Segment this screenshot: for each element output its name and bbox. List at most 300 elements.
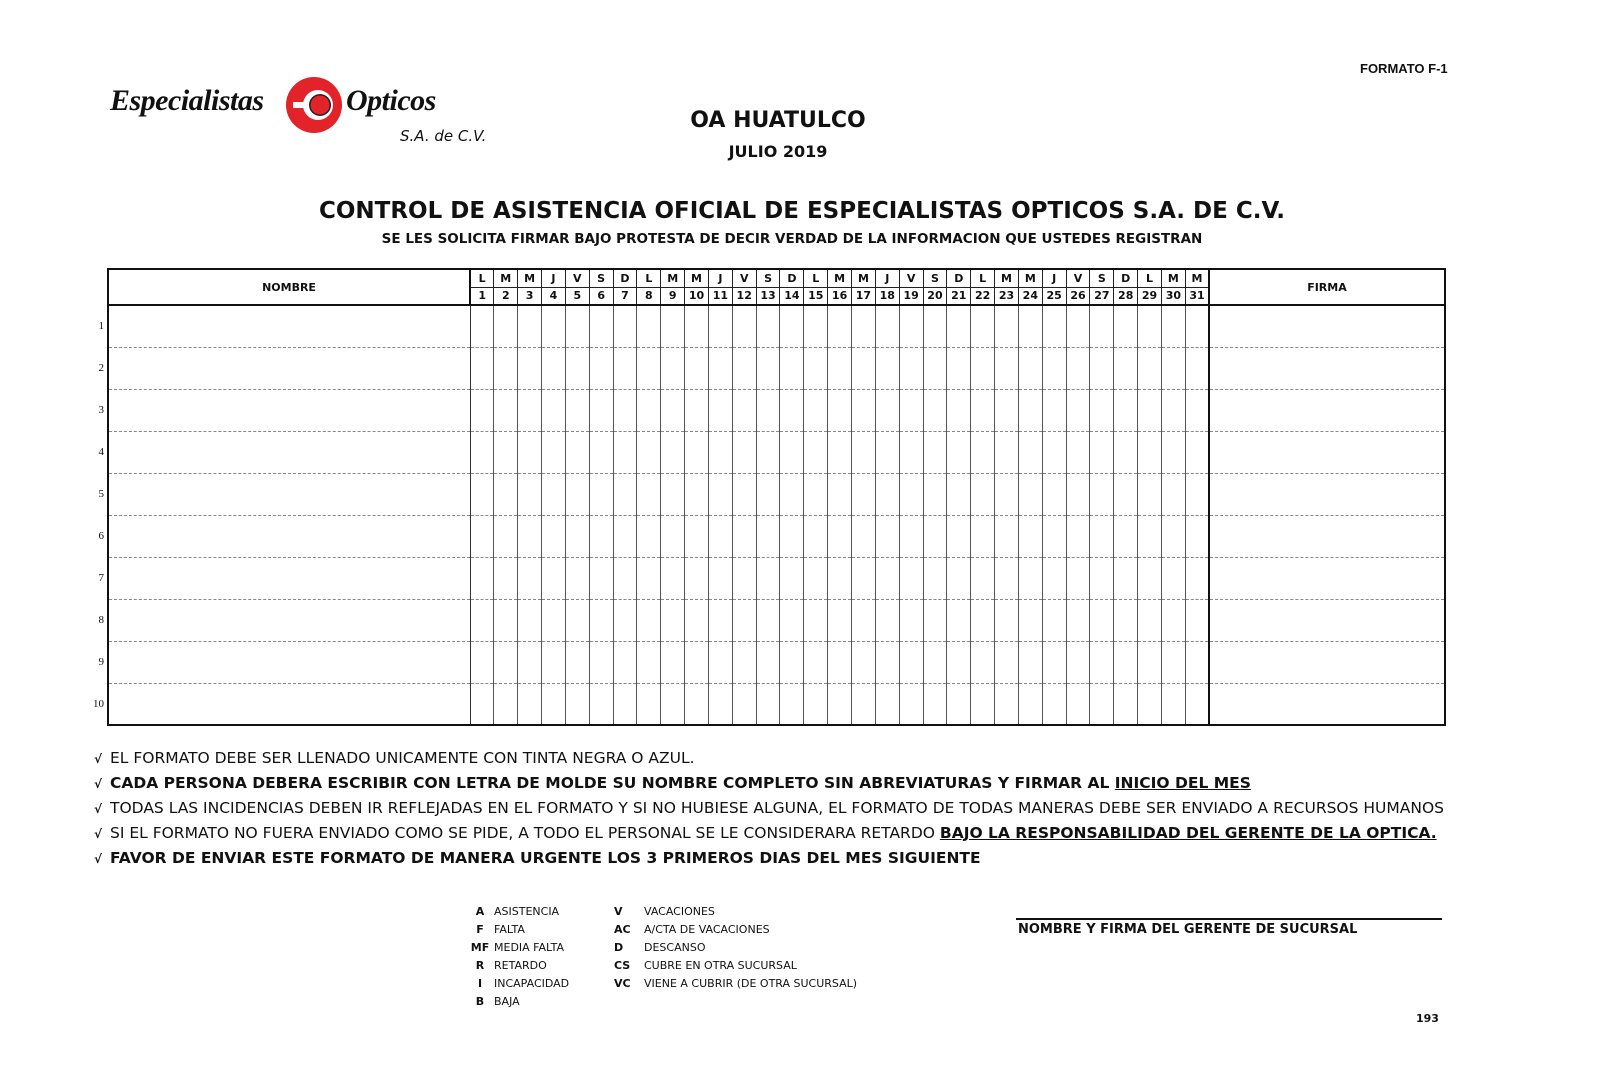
day-cell[interactable] bbox=[1114, 683, 1138, 725]
day-cell[interactable] bbox=[1161, 305, 1185, 347]
day-cell[interactable] bbox=[1185, 683, 1209, 725]
day-cell[interactable] bbox=[542, 683, 566, 725]
day-cell[interactable] bbox=[1090, 305, 1114, 347]
day-cell[interactable] bbox=[565, 641, 589, 683]
day-cell[interactable] bbox=[613, 431, 637, 473]
day-cell[interactable] bbox=[1042, 683, 1066, 725]
day-cell[interactable] bbox=[637, 683, 661, 725]
day-cell[interactable] bbox=[613, 389, 637, 431]
day-cell[interactable] bbox=[1042, 431, 1066, 473]
day-cell[interactable] bbox=[875, 431, 899, 473]
day-cell[interactable] bbox=[1161, 473, 1185, 515]
day-cell[interactable] bbox=[995, 431, 1019, 473]
day-cell[interactable] bbox=[971, 431, 995, 473]
day-cell[interactable] bbox=[995, 683, 1019, 725]
day-cell[interactable] bbox=[971, 347, 995, 389]
day-cell[interactable] bbox=[1018, 431, 1042, 473]
day-cell[interactable] bbox=[1090, 557, 1114, 599]
name-cell[interactable] bbox=[108, 515, 470, 557]
day-cell[interactable] bbox=[589, 347, 613, 389]
day-cell[interactable] bbox=[565, 305, 589, 347]
day-cell[interactable] bbox=[1138, 473, 1162, 515]
day-cell[interactable] bbox=[875, 641, 899, 683]
day-cell[interactable] bbox=[852, 515, 876, 557]
day-cell[interactable] bbox=[971, 305, 995, 347]
day-cell[interactable] bbox=[542, 347, 566, 389]
day-cell[interactable] bbox=[756, 305, 780, 347]
day-cell[interactable] bbox=[804, 557, 828, 599]
day-cell[interactable] bbox=[1161, 557, 1185, 599]
day-cell[interactable] bbox=[637, 515, 661, 557]
day-cell[interactable] bbox=[899, 641, 923, 683]
day-cell[interactable] bbox=[565, 557, 589, 599]
day-cell[interactable] bbox=[1042, 389, 1066, 431]
day-cell[interactable] bbox=[875, 515, 899, 557]
signature-cell[interactable] bbox=[1209, 347, 1445, 389]
day-cell[interactable] bbox=[542, 641, 566, 683]
day-cell[interactable] bbox=[971, 515, 995, 557]
day-cell[interactable] bbox=[518, 599, 542, 641]
day-cell[interactable] bbox=[1161, 431, 1185, 473]
day-cell[interactable] bbox=[756, 641, 780, 683]
day-cell[interactable] bbox=[494, 515, 518, 557]
day-cell[interactable] bbox=[1114, 515, 1138, 557]
day-cell[interactable] bbox=[1018, 557, 1042, 599]
day-cell[interactable] bbox=[995, 641, 1019, 683]
day-cell[interactable] bbox=[828, 431, 852, 473]
day-cell[interactable] bbox=[1042, 557, 1066, 599]
day-cell[interactable] bbox=[1042, 347, 1066, 389]
day-cell[interactable] bbox=[470, 347, 494, 389]
day-cell[interactable] bbox=[613, 599, 637, 641]
day-cell[interactable] bbox=[494, 599, 518, 641]
day-cell[interactable] bbox=[613, 641, 637, 683]
day-cell[interactable] bbox=[852, 347, 876, 389]
day-cell[interactable] bbox=[1114, 431, 1138, 473]
day-cell[interactable] bbox=[685, 305, 709, 347]
day-cell[interactable] bbox=[923, 515, 947, 557]
signature-cell[interactable] bbox=[1209, 599, 1445, 641]
day-cell[interactable] bbox=[1161, 599, 1185, 641]
day-cell[interactable] bbox=[923, 557, 947, 599]
day-cell[interactable] bbox=[780, 347, 804, 389]
day-cell[interactable] bbox=[1114, 473, 1138, 515]
day-cell[interactable] bbox=[899, 305, 923, 347]
day-cell[interactable] bbox=[565, 347, 589, 389]
day-cell[interactable] bbox=[971, 557, 995, 599]
day-cell[interactable] bbox=[780, 599, 804, 641]
day-cell[interactable] bbox=[947, 641, 971, 683]
day-cell[interactable] bbox=[732, 389, 756, 431]
name-cell[interactable] bbox=[108, 641, 470, 683]
day-cell[interactable] bbox=[1018, 347, 1042, 389]
day-cell[interactable] bbox=[1161, 641, 1185, 683]
day-cell[interactable] bbox=[589, 389, 613, 431]
day-cell[interactable] bbox=[804, 473, 828, 515]
day-cell[interactable] bbox=[1018, 683, 1042, 725]
day-cell[interactable] bbox=[780, 515, 804, 557]
signature-cell[interactable] bbox=[1209, 515, 1445, 557]
day-cell[interactable] bbox=[995, 347, 1019, 389]
day-cell[interactable] bbox=[875, 599, 899, 641]
day-cell[interactable] bbox=[756, 347, 780, 389]
signature-cell[interactable] bbox=[1209, 683, 1445, 725]
day-cell[interactable] bbox=[494, 683, 518, 725]
day-cell[interactable] bbox=[1090, 347, 1114, 389]
day-cell[interactable] bbox=[947, 431, 971, 473]
day-cell[interactable] bbox=[1090, 473, 1114, 515]
name-cell[interactable] bbox=[108, 305, 470, 347]
day-cell[interactable] bbox=[470, 683, 494, 725]
day-cell[interactable] bbox=[971, 641, 995, 683]
day-cell[interactable] bbox=[589, 305, 613, 347]
day-cell[interactable] bbox=[971, 683, 995, 725]
day-cell[interactable] bbox=[708, 683, 732, 725]
day-cell[interactable] bbox=[732, 473, 756, 515]
day-cell[interactable] bbox=[804, 347, 828, 389]
day-cell[interactable] bbox=[995, 389, 1019, 431]
day-cell[interactable] bbox=[732, 347, 756, 389]
day-cell[interactable] bbox=[804, 683, 828, 725]
day-cell[interactable] bbox=[1066, 599, 1090, 641]
day-cell[interactable] bbox=[1066, 431, 1090, 473]
day-cell[interactable] bbox=[732, 683, 756, 725]
day-cell[interactable] bbox=[1114, 557, 1138, 599]
day-cell[interactable] bbox=[542, 473, 566, 515]
day-cell[interactable] bbox=[1018, 641, 1042, 683]
day-cell[interactable] bbox=[518, 431, 542, 473]
day-cell[interactable] bbox=[828, 683, 852, 725]
day-cell[interactable] bbox=[732, 305, 756, 347]
day-cell[interactable] bbox=[756, 683, 780, 725]
day-cell[interactable] bbox=[613, 347, 637, 389]
day-cell[interactable] bbox=[995, 557, 1019, 599]
day-cell[interactable] bbox=[542, 557, 566, 599]
day-cell[interactable] bbox=[661, 515, 685, 557]
name-cell[interactable] bbox=[108, 347, 470, 389]
day-cell[interactable] bbox=[1138, 641, 1162, 683]
day-cell[interactable] bbox=[1018, 389, 1042, 431]
day-cell[interactable] bbox=[542, 599, 566, 641]
day-cell[interactable] bbox=[1138, 305, 1162, 347]
day-cell[interactable] bbox=[1090, 431, 1114, 473]
day-cell[interactable] bbox=[685, 347, 709, 389]
day-cell[interactable] bbox=[1042, 641, 1066, 683]
day-cell[interactable] bbox=[708, 347, 732, 389]
day-cell[interactable] bbox=[828, 473, 852, 515]
day-cell[interactable] bbox=[1090, 515, 1114, 557]
day-cell[interactable] bbox=[661, 557, 685, 599]
day-cell[interactable] bbox=[470, 641, 494, 683]
day-cell[interactable] bbox=[565, 599, 589, 641]
day-cell[interactable] bbox=[470, 305, 494, 347]
day-cell[interactable] bbox=[518, 683, 542, 725]
signature-cell[interactable] bbox=[1209, 431, 1445, 473]
day-cell[interactable] bbox=[470, 431, 494, 473]
day-cell[interactable] bbox=[995, 473, 1019, 515]
day-cell[interactable] bbox=[923, 431, 947, 473]
day-cell[interactable] bbox=[1185, 515, 1209, 557]
day-cell[interactable] bbox=[637, 431, 661, 473]
day-cell[interactable] bbox=[852, 431, 876, 473]
day-cell[interactable] bbox=[518, 557, 542, 599]
day-cell[interactable] bbox=[828, 641, 852, 683]
day-cell[interactable] bbox=[852, 683, 876, 725]
day-cell[interactable] bbox=[899, 599, 923, 641]
day-cell[interactable] bbox=[732, 599, 756, 641]
day-cell[interactable] bbox=[756, 389, 780, 431]
day-cell[interactable] bbox=[1138, 347, 1162, 389]
day-cell[interactable] bbox=[1066, 347, 1090, 389]
day-cell[interactable] bbox=[875, 347, 899, 389]
day-cell[interactable] bbox=[1066, 515, 1090, 557]
day-cell[interactable] bbox=[923, 347, 947, 389]
day-cell[interactable] bbox=[589, 641, 613, 683]
day-cell[interactable] bbox=[732, 515, 756, 557]
day-cell[interactable] bbox=[923, 641, 947, 683]
day-cell[interactable] bbox=[494, 305, 518, 347]
day-cell[interactable] bbox=[1114, 389, 1138, 431]
day-cell[interactable] bbox=[1185, 347, 1209, 389]
day-cell[interactable] bbox=[732, 431, 756, 473]
day-cell[interactable] bbox=[1185, 641, 1209, 683]
day-cell[interactable] bbox=[494, 641, 518, 683]
day-cell[interactable] bbox=[875, 305, 899, 347]
day-cell[interactable] bbox=[923, 305, 947, 347]
day-cell[interactable] bbox=[470, 557, 494, 599]
day-cell[interactable] bbox=[852, 305, 876, 347]
day-cell[interactable] bbox=[780, 305, 804, 347]
day-cell[interactable] bbox=[589, 599, 613, 641]
day-cell[interactable] bbox=[852, 557, 876, 599]
day-cell[interactable] bbox=[542, 431, 566, 473]
day-cell[interactable] bbox=[542, 389, 566, 431]
day-cell[interactable] bbox=[589, 683, 613, 725]
name-cell[interactable] bbox=[108, 599, 470, 641]
day-cell[interactable] bbox=[685, 683, 709, 725]
day-cell[interactable] bbox=[756, 515, 780, 557]
day-cell[interactable] bbox=[852, 641, 876, 683]
day-cell[interactable] bbox=[947, 557, 971, 599]
day-cell[interactable] bbox=[1138, 389, 1162, 431]
day-cell[interactable] bbox=[1018, 305, 1042, 347]
day-cell[interactable] bbox=[828, 599, 852, 641]
day-cell[interactable] bbox=[637, 389, 661, 431]
day-cell[interactable] bbox=[1185, 389, 1209, 431]
day-cell[interactable] bbox=[542, 305, 566, 347]
day-cell[interactable] bbox=[1114, 641, 1138, 683]
day-cell[interactable] bbox=[708, 641, 732, 683]
day-cell[interactable] bbox=[708, 515, 732, 557]
day-cell[interactable] bbox=[1042, 473, 1066, 515]
name-cell[interactable] bbox=[108, 683, 470, 725]
day-cell[interactable] bbox=[1018, 599, 1042, 641]
day-cell[interactable] bbox=[780, 389, 804, 431]
day-cell[interactable] bbox=[518, 389, 542, 431]
day-cell[interactable] bbox=[1090, 683, 1114, 725]
day-cell[interactable] bbox=[899, 347, 923, 389]
day-cell[interactable] bbox=[780, 473, 804, 515]
day-cell[interactable] bbox=[685, 473, 709, 515]
day-cell[interactable] bbox=[828, 389, 852, 431]
day-cell[interactable] bbox=[518, 305, 542, 347]
signature-cell[interactable] bbox=[1209, 473, 1445, 515]
day-cell[interactable] bbox=[923, 473, 947, 515]
day-cell[interactable] bbox=[899, 431, 923, 473]
day-cell[interactable] bbox=[947, 305, 971, 347]
day-cell[interactable] bbox=[708, 599, 732, 641]
day-cell[interactable] bbox=[852, 389, 876, 431]
day-cell[interactable] bbox=[828, 557, 852, 599]
day-cell[interactable] bbox=[1185, 599, 1209, 641]
day-cell[interactable] bbox=[613, 515, 637, 557]
day-cell[interactable] bbox=[1090, 389, 1114, 431]
signature-cell[interactable] bbox=[1209, 557, 1445, 599]
day-cell[interactable] bbox=[1161, 347, 1185, 389]
day-cell[interactable] bbox=[732, 641, 756, 683]
day-cell[interactable] bbox=[1185, 557, 1209, 599]
day-cell[interactable] bbox=[589, 557, 613, 599]
day-cell[interactable] bbox=[637, 347, 661, 389]
day-cell[interactable] bbox=[1066, 641, 1090, 683]
day-cell[interactable] bbox=[565, 389, 589, 431]
day-cell[interactable] bbox=[637, 305, 661, 347]
name-cell[interactable] bbox=[108, 389, 470, 431]
name-cell[interactable] bbox=[108, 431, 470, 473]
day-cell[interactable] bbox=[756, 473, 780, 515]
day-cell[interactable] bbox=[1161, 515, 1185, 557]
day-cell[interactable] bbox=[470, 599, 494, 641]
day-cell[interactable] bbox=[1042, 305, 1066, 347]
day-cell[interactable] bbox=[685, 515, 709, 557]
day-cell[interactable] bbox=[494, 389, 518, 431]
day-cell[interactable] bbox=[947, 515, 971, 557]
day-cell[interactable] bbox=[685, 389, 709, 431]
day-cell[interactable] bbox=[804, 431, 828, 473]
day-cell[interactable] bbox=[899, 473, 923, 515]
day-cell[interactable] bbox=[661, 683, 685, 725]
day-cell[interactable] bbox=[947, 389, 971, 431]
day-cell[interactable] bbox=[661, 473, 685, 515]
day-cell[interactable] bbox=[708, 473, 732, 515]
day-cell[interactable] bbox=[804, 515, 828, 557]
day-cell[interactable] bbox=[613, 305, 637, 347]
day-cell[interactable] bbox=[804, 641, 828, 683]
day-cell[interactable] bbox=[1018, 515, 1042, 557]
day-cell[interactable] bbox=[494, 431, 518, 473]
day-cell[interactable] bbox=[1161, 683, 1185, 725]
day-cell[interactable] bbox=[565, 473, 589, 515]
day-cell[interactable] bbox=[971, 389, 995, 431]
day-cell[interactable] bbox=[494, 347, 518, 389]
day-cell[interactable] bbox=[828, 305, 852, 347]
day-cell[interactable] bbox=[565, 431, 589, 473]
day-cell[interactable] bbox=[661, 305, 685, 347]
day-cell[interactable] bbox=[995, 305, 1019, 347]
day-cell[interactable] bbox=[685, 431, 709, 473]
day-cell[interactable] bbox=[708, 431, 732, 473]
day-cell[interactable] bbox=[518, 347, 542, 389]
day-cell[interactable] bbox=[1161, 389, 1185, 431]
day-cell[interactable] bbox=[947, 473, 971, 515]
day-cell[interactable] bbox=[637, 557, 661, 599]
day-cell[interactable] bbox=[661, 431, 685, 473]
day-cell[interactable] bbox=[947, 599, 971, 641]
name-cell[interactable] bbox=[108, 473, 470, 515]
day-cell[interactable] bbox=[1042, 515, 1066, 557]
day-cell[interactable] bbox=[875, 389, 899, 431]
day-cell[interactable] bbox=[756, 431, 780, 473]
day-cell[interactable] bbox=[1138, 683, 1162, 725]
day-cell[interactable] bbox=[565, 515, 589, 557]
day-cell[interactable] bbox=[1185, 431, 1209, 473]
day-cell[interactable] bbox=[518, 515, 542, 557]
day-cell[interactable] bbox=[1066, 389, 1090, 431]
day-cell[interactable] bbox=[1114, 599, 1138, 641]
day-cell[interactable] bbox=[947, 683, 971, 725]
day-cell[interactable] bbox=[828, 515, 852, 557]
day-cell[interactable] bbox=[1042, 599, 1066, 641]
day-cell[interactable] bbox=[923, 389, 947, 431]
day-cell[interactable] bbox=[661, 389, 685, 431]
day-cell[interactable] bbox=[708, 557, 732, 599]
day-cell[interactable] bbox=[1066, 683, 1090, 725]
day-cell[interactable] bbox=[1018, 473, 1042, 515]
day-cell[interactable] bbox=[852, 473, 876, 515]
day-cell[interactable] bbox=[518, 473, 542, 515]
day-cell[interactable] bbox=[685, 599, 709, 641]
day-cell[interactable] bbox=[1138, 557, 1162, 599]
day-cell[interactable] bbox=[685, 557, 709, 599]
day-cell[interactable] bbox=[971, 473, 995, 515]
day-cell[interactable] bbox=[661, 599, 685, 641]
day-cell[interactable] bbox=[708, 305, 732, 347]
day-cell[interactable] bbox=[661, 347, 685, 389]
day-cell[interactable] bbox=[1114, 347, 1138, 389]
day-cell[interactable] bbox=[613, 473, 637, 515]
day-cell[interactable] bbox=[875, 557, 899, 599]
day-cell[interactable] bbox=[637, 599, 661, 641]
day-cell[interactable] bbox=[470, 515, 494, 557]
day-cell[interactable] bbox=[899, 557, 923, 599]
day-cell[interactable] bbox=[1090, 641, 1114, 683]
day-cell[interactable] bbox=[1185, 473, 1209, 515]
day-cell[interactable] bbox=[1066, 557, 1090, 599]
day-cell[interactable] bbox=[1138, 431, 1162, 473]
day-cell[interactable] bbox=[923, 683, 947, 725]
day-cell[interactable] bbox=[685, 641, 709, 683]
day-cell[interactable] bbox=[947, 347, 971, 389]
day-cell[interactable] bbox=[899, 515, 923, 557]
day-cell[interactable] bbox=[1066, 305, 1090, 347]
day-cell[interactable] bbox=[613, 683, 637, 725]
day-cell[interactable] bbox=[899, 683, 923, 725]
day-cell[interactable] bbox=[780, 431, 804, 473]
day-cell[interactable] bbox=[732, 557, 756, 599]
day-cell[interactable] bbox=[637, 473, 661, 515]
day-cell[interactable] bbox=[756, 599, 780, 641]
name-cell[interactable] bbox=[108, 557, 470, 599]
day-cell[interactable] bbox=[995, 515, 1019, 557]
day-cell[interactable] bbox=[589, 431, 613, 473]
day-cell[interactable] bbox=[923, 599, 947, 641]
day-cell[interactable] bbox=[565, 683, 589, 725]
day-cell[interactable] bbox=[589, 473, 613, 515]
day-cell[interactable] bbox=[470, 473, 494, 515]
day-cell[interactable] bbox=[899, 389, 923, 431]
day-cell[interactable] bbox=[780, 557, 804, 599]
day-cell[interactable] bbox=[828, 347, 852, 389]
